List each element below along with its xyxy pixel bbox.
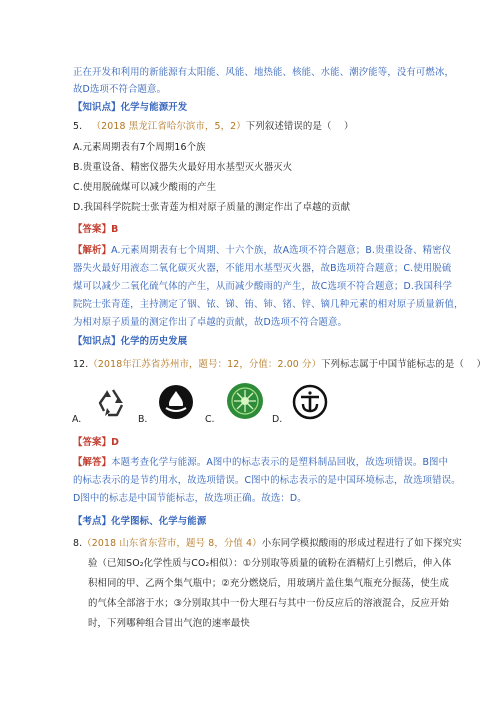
- question-12-answer: 【答案】D: [73, 437, 120, 448]
- question-8-line-5: 时，下列哪种组合冒出气泡的速率最快: [88, 618, 250, 629]
- question-5-source: （2018 黑龙江省哈尔滨市，5，2）: [91, 121, 246, 132]
- question-5-analysis-line-5: 为相对原子质量的测定作出了卓越的贡献，故D选项不符合题意。: [73, 317, 348, 328]
- question-12-source: （2018年江苏省苏州市，题号：12，分值：2.00 分）: [88, 359, 322, 370]
- prev-answer-line-2: 故D选项不符合题意。: [73, 84, 167, 95]
- question-5-option-a: A.元素周期表有7个周期16个族: [73, 142, 206, 153]
- question-8-text: 小东同学模拟酸雨的形成过程进行了如下探究实: [261, 538, 462, 549]
- question-5-text: 下列叙述错误的是（ ）: [245, 121, 354, 132]
- question-5-analysis-line-1: 【解析】A.元素周期表有七个周期、十六个族，故A选项不符合题意；B.贵重设备、精密仪: [73, 245, 452, 256]
- question-5-answer: 【答案】B: [73, 224, 119, 235]
- logo-label-a: A.: [72, 414, 82, 425]
- question-8-line-3: 积相同的甲、乙两个集气瓶中；②充分燃烧后，用玻璃片盖住集气瓶充分振荡，使生成: [88, 578, 449, 589]
- question-5-option-c: C.使用脱硫煤可以减少酸雨的产生: [73, 182, 217, 193]
- logo-label-c: C.: [205, 414, 215, 425]
- water-drop-icon: [158, 384, 194, 420]
- knowledge-point-1: 【知识点】化学与能源开发: [73, 102, 188, 113]
- question-5-option-d: D.我国科学院院士张青莲为相对原子质量的测定作出了卓越的贡献: [73, 202, 351, 213]
- question-12-text: 下列标志属于中国节能标志的是（ ）: [321, 359, 487, 370]
- analysis-tag: 【解析】: [73, 245, 112, 256]
- knowledge-point-2: 【知识点】化学的历史发展: [73, 336, 188, 347]
- question-12-solution-line-3: D图中的标志是中国节能标志，故选项正确。故选：D。: [73, 493, 307, 504]
- logo-label-b: B.: [138, 414, 148, 425]
- question-8-line-2: 验（已知SO₂化学性质与CO₂相似）：①分别取等质量的硫粉在酒精灯上引燃后，伸入体: [88, 558, 452, 569]
- question-12-number: 12.: [73, 359, 89, 370]
- question-5-number: 5.: [73, 121, 92, 132]
- solution-tag: 【解答】: [73, 457, 112, 468]
- question-8-line-4: 的气体全部溶于水；③分别取其中一份大理石与其中一份反应后的溶液混合，反应开始: [88, 598, 449, 609]
- question-12-stem: [73, 358, 486, 371]
- energy-saving-icon: [292, 384, 328, 420]
- question-5-analysis-line-3: 煤可以减少二氧化硫气体的产生，从而减少酸雨的产生，故C选项不符合题意；D.我国科学: [73, 281, 453, 292]
- logo-label-d: D.: [272, 414, 283, 425]
- question-8-stem: [73, 537, 462, 550]
- question-12-solution-line-1: 【解答】本题考查化学与能源。A图中的标志表示的是塑料制品回收，故选项错误。B图中: [73, 457, 449, 468]
- question-5-analysis-line-2: 器失火最好用液态二氧化碳灭火器，不能用水基型灭火器，故B选项符合题意；C.使用脱硫: [73, 263, 452, 274]
- question-8-source: （2018 山东省东营市，题号 8，分值 4）: [82, 538, 262, 549]
- environment-icon: [226, 382, 264, 420]
- exam-point: 【考点】化学图标、化学与能源: [73, 516, 207, 527]
- recycle-icon: [95, 384, 131, 420]
- question-5-option-b: B.贵重设备、精密仪器失火最好用水基型灭火器灭火: [73, 162, 293, 173]
- question-12-solution-line-2: 的标志表示的是节约用水，故选项错误。C图中的标志表示的是中国环境标志，故选项错误。: [73, 475, 461, 486]
- prev-answer-line-1: 正在开发和利用的新能源有太阳能、风能、地热能、核能、水能、潮汐能等，没有可燃冰，: [73, 67, 455, 78]
- question-5-stem: [73, 120, 354, 133]
- question-8-number: 8.: [73, 538, 83, 549]
- question-5-analysis-line-4: 院院士张青莲，主持测定了铟、铱、锑、铕、铈、锗、锌、镝几种元素的相对原子质量新值，: [73, 299, 464, 310]
